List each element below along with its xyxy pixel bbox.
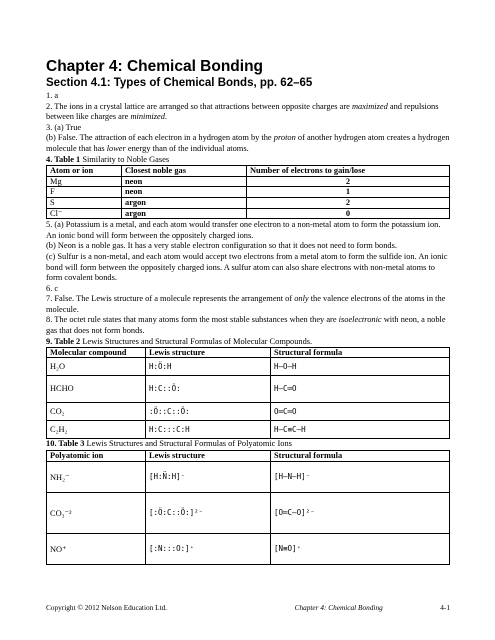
answer-1: 1. a — [46, 91, 59, 100]
structural-formula: O═C═O — [271, 403, 450, 421]
lewis-structure: [:Ö:C::Ö:]²⁻ — [146, 492, 271, 533]
table-cell: Cl⁻ — [47, 208, 122, 219]
lewis-structure: H:C::Ö: — [146, 376, 271, 403]
table-cell: H₂O — [47, 358, 146, 376]
table-row — [47, 187, 450, 198]
answer-6: 6. c — [46, 283, 59, 293]
footer-copyright: Copyright © 2012 Nelson Education Ltd. — [46, 603, 168, 612]
table-row — [47, 492, 450, 533]
document-page — [46, 57, 450, 565]
answer-5b: (b) Neon is a noble gas. It has a very stable electron configuration so that it does not need to form bonds. — [46, 241, 397, 251]
table-cell: F — [47, 187, 122, 198]
table-header-cell: Lewis structure — [146, 348, 271, 358]
table-3 — [46, 450, 450, 565]
answer-5c: (c) Sulfur is a non-metal, and each atom would accept two electrons from a metal atom to form the sulfide ion. An ionic bond will form between the oppositely charged ions. A sulfur atom can also share electrons with non-metal atoms to form covalent bonds. — [46, 251, 448, 283]
table-2 — [46, 347, 450, 439]
table-header-row — [47, 166, 450, 177]
structural-formula: H—C≡C—H — [271, 421, 450, 439]
table-cell: argon — [122, 208, 247, 219]
table-header-cell: Atom or ion — [47, 166, 122, 177]
structural-formula: H—O—H — [271, 358, 450, 376]
table-header-cell: Polyatomic ion — [47, 450, 146, 461]
table-header-cell: Number of electrons to gain/lose — [247, 166, 450, 177]
table-cell: neon — [122, 176, 247, 187]
table-header-cell: Lewis structure — [146, 450, 271, 461]
table-cell: NH₂⁻ — [47, 461, 146, 492]
table-row — [47, 421, 450, 439]
table-cell: C₂H₂ — [47, 421, 146, 439]
table-header-cell: Structural formula — [271, 348, 450, 358]
table-cell: S — [47, 197, 122, 208]
table-row — [47, 461, 450, 492]
table-cell: CO₂ — [47, 403, 146, 421]
answer-3a: 3. (a) True — [46, 122, 82, 132]
table-header-cell: Closest noble gas — [122, 166, 247, 177]
footer-chapter: Chapter 4: Chemical Bonding — [294, 603, 383, 612]
page-number: 4-1 — [440, 603, 450, 612]
table-3-caption: 10. Table 3 Lewis Structures and Structural Formulas of Polyatomic Ions — [46, 439, 292, 449]
table-header-row — [47, 348, 450, 358]
structural-formula: [O═C—O]²⁻ — [271, 492, 450, 533]
structural-formula: H—C═O — [271, 376, 450, 403]
table-cell: argon — [122, 197, 247, 208]
answer-3b: (b) False. The attraction of each electron in a hydrogen atom by the proton of another hydrogen atom creates a hydrogen molecule that has lower energy than of the individual atoms. — [46, 133, 450, 153]
table-cell: HCHO — [47, 376, 146, 403]
page-footer — [46, 603, 450, 612]
answer-2: 2. The ions in a crystal lattice are arranged so that attractions between opposite charges are maximized and repulsions between like charges are minimized. — [46, 101, 439, 122]
table-header-cell: Structural formula — [271, 450, 450, 461]
table-row — [47, 533, 450, 564]
lewis-structure: H:Ö:H — [146, 358, 271, 376]
lewis-structure: H:C:::C:H — [146, 421, 271, 439]
table-row — [47, 197, 450, 208]
answer-7: 7. False. The Lewis structure of a molecule represents the arrangement of only the valence electrons of the atoms in the molecule. — [46, 294, 446, 314]
table-cell: CO₃⁻² — [47, 492, 146, 533]
table-2-caption: 9. Table 2 Lewis Structures and Structural Formulas of Molecular Compounds. — [46, 336, 313, 346]
table-1 — [46, 165, 450, 219]
table-cell: 2 — [247, 197, 450, 208]
lewis-structure: [:N:::O:]⁺ — [146, 533, 271, 564]
table-header-row — [47, 450, 450, 461]
table-cell: NO⁺ — [47, 533, 146, 564]
table-row — [47, 403, 450, 421]
table-row — [47, 176, 450, 187]
structural-formula: [N≡O]⁺ — [271, 533, 450, 564]
structural-formula: [H—N—H]⁻ — [271, 461, 450, 492]
table-cell: 1 — [247, 187, 450, 198]
table-cell: 0 — [247, 208, 450, 219]
answer-5a: 5. (a) Potassium is a metal, and each atom would transfer one electron to a non-metal atom to form the potassium ion. An ionic bond will form between the oppositely charged ions. — [46, 220, 441, 240]
lewis-structure: [H:N̈:H]⁻ — [146, 461, 271, 492]
section-title: Section 4.1: Types of Chemical Bonds, pp. 62–65 — [46, 77, 313, 89]
table-cell: neon — [122, 187, 247, 198]
table-1-caption: 4. Table 1 Similarity to Noble Gases — [46, 154, 170, 164]
table-row — [47, 358, 450, 376]
answer-8: 8. The octet rule states that many atoms form the most stable substances when they are isoelectronic with neon, a noble gas that does not form bonds. — [46, 315, 446, 336]
table-row — [47, 376, 450, 403]
table-row — [47, 208, 450, 219]
chapter-title: Chapter 4: Chemical Bonding — [46, 58, 264, 75]
table-cell: 2 — [247, 176, 450, 187]
table-cell: Mg — [47, 176, 122, 187]
lewis-structure: :Ö::C::Ö: — [146, 403, 271, 421]
table-header-cell: Molecular compound — [47, 348, 146, 358]
